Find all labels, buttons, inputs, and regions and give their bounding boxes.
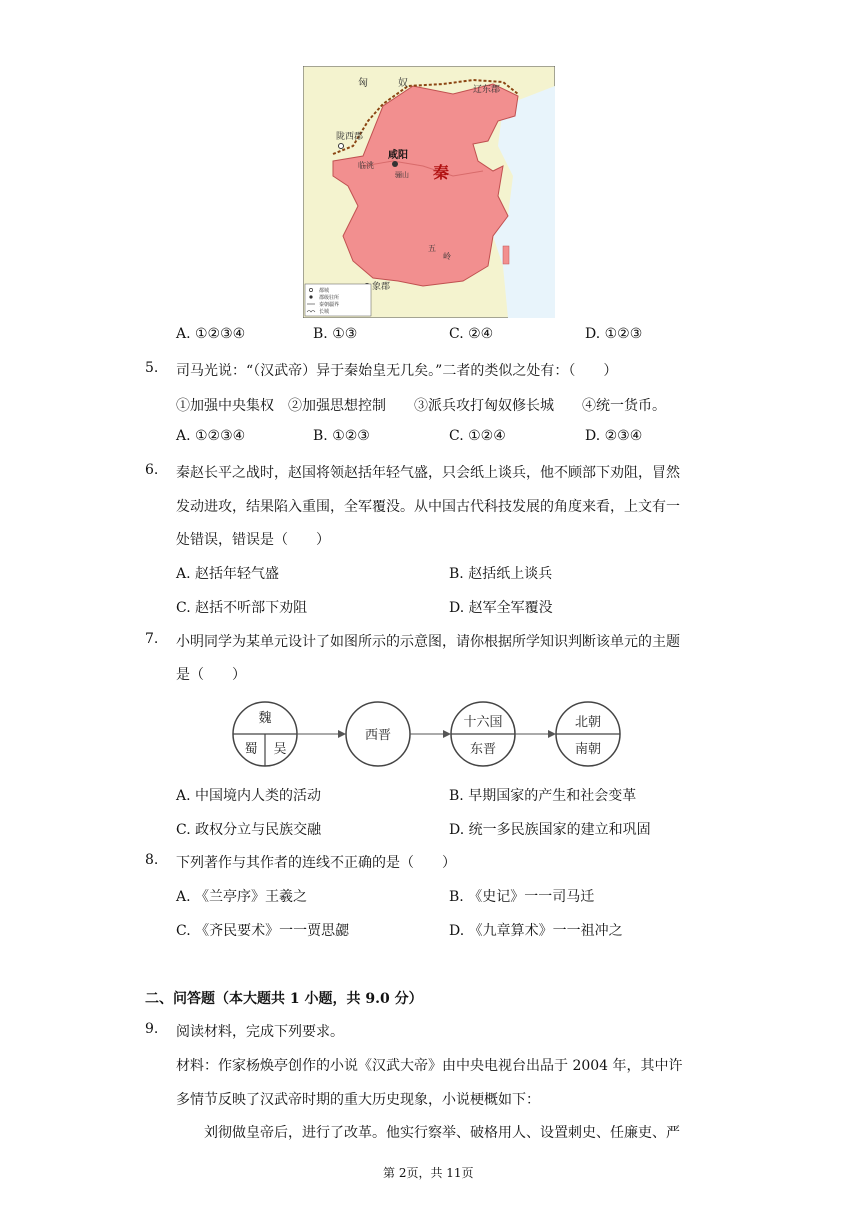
q7-number: 7. (145, 631, 159, 647)
q5-option-d[interactable]: D. ②③④ (585, 428, 643, 444)
q6-line-3: 处错误，错误是（ ） (176, 532, 330, 548)
label-liaodong: 辽东郡 (473, 85, 501, 95)
q5-option-b[interactable]: B. ①②③ (313, 428, 370, 444)
qin-dynasty-map (303, 66, 555, 318)
q6-line-2: 发动进攻，结果陷入重围，全军覆没。从中国古代科技发展的角度来看，上文有一 (176, 499, 680, 515)
q9-material-line-2: 多情节反映了汉武帝时期的重大历史现象，小说梗概如下： (176, 1092, 540, 1108)
q8-option-b[interactable]: B. 《史记》一一司马迁 (449, 889, 595, 905)
legend-border: 秦朝疆界 (319, 302, 340, 308)
q4-option-c[interactable]: C. ②④ (449, 326, 494, 342)
page-footer: 第 2页，共 11页 (383, 1166, 474, 1180)
label-shiliuguo: 十六国 (463, 715, 503, 730)
q6-option-a[interactable]: A. 赵括年轻气盛 (176, 566, 280, 582)
q6-line-1: 秦赵长平之战时，赵国将领赵括年轻气盛，只会纸上谈兵，他不顾部下劝阻，冒然 (176, 465, 680, 481)
label-xijin: 西晋 (364, 728, 392, 743)
q7-option-c[interactable]: C. 政权分立与民族交融 (176, 822, 322, 838)
q8-option-c[interactable]: C. 《齐民要术》一一贾思勰 (176, 923, 350, 939)
q9-material-line-3: 刘彻做皇帝后，进行了改革。他实行察举、破格用人、设置刺史、任廉吏、严 (204, 1125, 680, 1141)
q8-option-a[interactable]: A. 《兰亭序》王羲之 (176, 889, 308, 905)
label-nanchao: 南朝 (574, 742, 602, 757)
label-xiong: 匈 (358, 78, 368, 89)
q9-number: 9. (145, 1021, 159, 1037)
q7-option-a[interactable]: A. 中国境内人类的活动 (176, 788, 322, 804)
label-wu: 五 (428, 244, 436, 253)
label-xianyang: 咸阳 (388, 150, 408, 161)
q7-option-d[interactable]: D. 统一多民族国家的建立和巩固 (449, 822, 651, 838)
label-ling: 岭 (443, 252, 451, 261)
label-lishan: 骊山 (395, 171, 409, 179)
label-lintao: 临洮 (358, 161, 374, 170)
q7-line-2: 是（ ） (176, 667, 246, 683)
q4-option-b[interactable]: B. ①③ (313, 326, 358, 342)
q6-option-b[interactable]: B. 赵括纸上谈兵 (449, 566, 553, 582)
label-qin: 秦 (433, 163, 450, 182)
q8-option-d[interactable]: D. 《九章算术》一一祖冲之 (449, 923, 623, 939)
label-beichao: 北朝 (574, 715, 602, 730)
label-nu: 奴 (398, 78, 408, 89)
label-shu: 蜀 (244, 742, 258, 757)
q5-number: 5. (145, 360, 159, 376)
label-longxi: 陇西郡 (336, 132, 364, 142)
q5-option-c[interactable]: C. ①②④ (449, 428, 506, 444)
label-wu: 吴 (273, 742, 287, 757)
section-heading: 二、问答题（本大题共 1 小题，共 9.0 分） (145, 991, 423, 1007)
q6-number: 6. (145, 462, 159, 478)
label-xiangjun: 象郡 (372, 282, 391, 292)
q6-option-d[interactable]: D. 赵军全军覆没 (449, 600, 553, 616)
q5-items: ①加强中央集权 ②加强思想控制 ③派兵攻打匈奴修长城 ④统一货币。 (176, 398, 666, 414)
q4-option-a[interactable]: A. ①②③④ (176, 326, 246, 342)
q7-line-1: 小明同学为某单元设计了如图所示的示意图，请你根据所学知识判断该单元的主题 (176, 634, 680, 650)
q6-option-c[interactable]: C. 赵括不听部下劝阻 (176, 600, 308, 616)
legend-commandery: 郡级驻所 (319, 295, 340, 301)
map-legend (305, 284, 371, 316)
q8-number: 8. (145, 852, 159, 868)
q9-material-line-1: 材料：作家杨焕亭创作的小说《汉武大帝》由中央电视台出品于 2004 年，其中许 (176, 1058, 683, 1074)
q5-stem: 司马光说：“（汉武帝）异于秦始皇无几矣。”二者的类似之处有：（ ） (176, 363, 618, 379)
label-wei: 魏 (258, 711, 272, 726)
q9-stem: 阅读材料，完成下列要求。 (176, 1024, 344, 1040)
legend-capital: 都城 (319, 288, 330, 294)
q8-stem: 下列著作与其作者的连线不正确的是（ ） (176, 855, 456, 871)
q7-option-b[interactable]: B. 早期国家的产生和社会变革 (449, 788, 637, 804)
circle-north-south-dynasties (556, 702, 620, 766)
circle-western-jin (346, 702, 410, 766)
legend-wall: 长城 (319, 309, 330, 315)
label-dongjin: 东晋 (469, 742, 497, 757)
q4-option-d[interactable]: D. ①②③ (585, 326, 643, 342)
q5-option-a[interactable]: A. ①②③④ (176, 428, 246, 444)
dynasty-flow-diagram (230, 690, 630, 790)
circle-three-kingdoms (233, 702, 297, 766)
circle-sixteen-kingdoms (451, 702, 515, 766)
